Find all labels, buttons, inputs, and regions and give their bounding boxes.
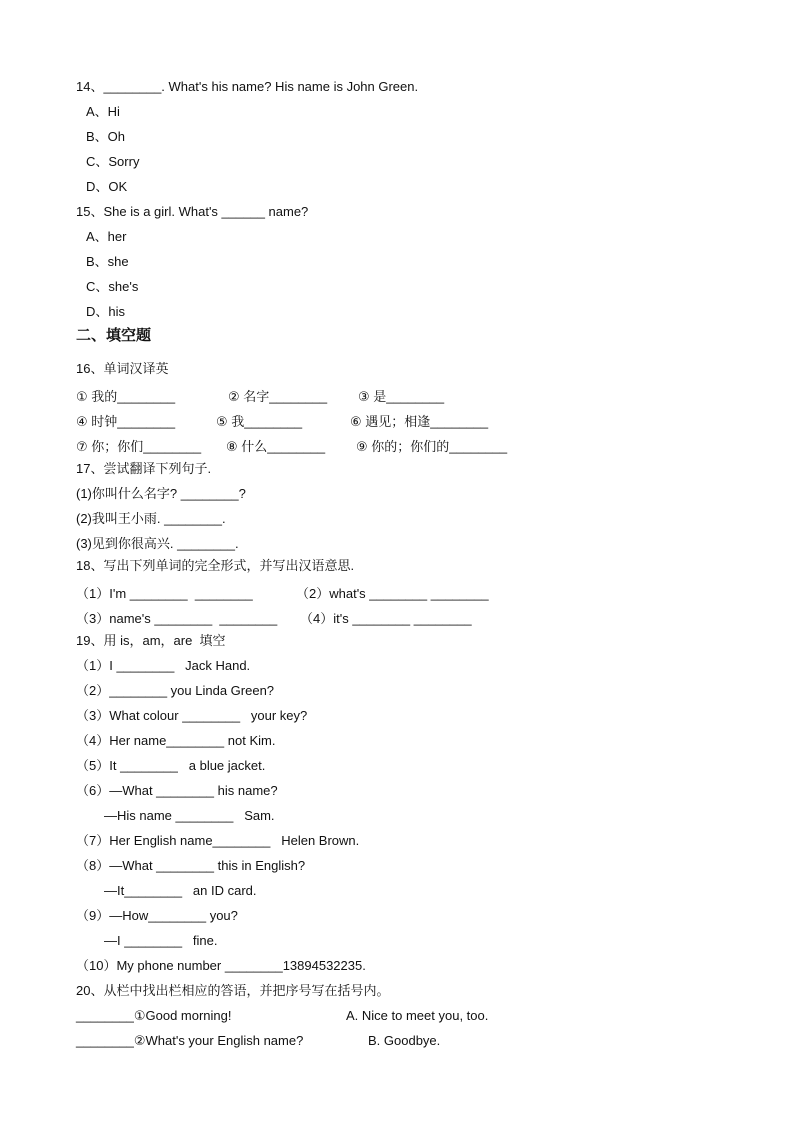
q19-item-10: （10）My phone number ________13894532235. <box>76 958 366 973</box>
q18-item-1: （1）I'm ________ ________ <box>76 586 253 601</box>
q20-item-1: ________①Good morning! <box>76 1008 232 1023</box>
q16-item-5: ⑤ 我________ <box>216 414 303 429</box>
q15-option-a: A、her <box>86 229 127 244</box>
q16-item-6: ⑥ 遇见；相逢________ <box>350 414 489 429</box>
q20-stem: 20、从栏中找出栏相应的答语，并把序号写在括号内。 <box>76 983 390 998</box>
q19-item-6-reply: —His name ________ Sam. <box>104 808 275 823</box>
q20-item-2: ________②What's your English name? <box>76 1033 304 1048</box>
section-title-fill-in: 二、填空题 <box>76 327 152 344</box>
q16-item-2: ② 名字________ <box>228 389 328 404</box>
q19-item-1: （1）I ________ Jack Hand. <box>76 658 251 673</box>
q16-stem: 16、单词汉译英 <box>76 361 169 376</box>
q19-item-4: （4）Her name________ not Kim. <box>76 733 276 748</box>
q14-option-c: C、Sorry <box>86 154 140 169</box>
q17-item-2: (2)我叫王小雨. ________. <box>76 511 226 526</box>
q19-item-2: （2）________ you Linda Green? <box>76 683 275 698</box>
q18-stem: 18、写出下列单词的完全形式，并写出汉语意思. <box>76 558 355 573</box>
q18-item-4: （4）it's ________ ________ <box>300 611 472 626</box>
q17-stem: 17、尝试翻译下列句子. <box>76 461 212 476</box>
q14-option-b: B、Oh <box>86 129 126 144</box>
q19-item-6: （6）—What ________ his name? <box>76 783 278 798</box>
q15-option-c: C、she's <box>86 279 139 294</box>
q17-item-3: (3)见到你很高兴. ________. <box>76 536 239 551</box>
q15-stem: 15、She is a girl. What's ______ name? <box>76 204 309 219</box>
q16-item-9: ⑨ 你的；你们的________ <box>356 439 508 454</box>
q15-option-d: D、his <box>86 304 126 319</box>
q20-answer-a: A. Nice to meet you, too. <box>346 1008 489 1023</box>
q18-item-3: （3）name's ________ ________ <box>76 611 278 626</box>
q19-item-3: （3）What colour ________ your key? <box>76 708 308 723</box>
q19-item-7: （7）Her English name________ Helen Brown. <box>76 833 360 848</box>
q19-item-8-reply: —It________ an ID card. <box>104 883 257 898</box>
q17-item-1: (1)你叫什么名字? ________? <box>76 486 246 501</box>
q20-answer-b: B. Goodbye. <box>368 1033 441 1048</box>
q16-item-1: ① 我的________ <box>76 389 176 404</box>
q14-option-a: A、Hi <box>86 104 120 119</box>
q15-option-b: B、she <box>86 254 129 269</box>
q19-stem: 19、用 is，am，are 填空 <box>76 633 226 648</box>
q18-item-2: （2）what's ________ ________ <box>296 586 489 601</box>
q19-item-9: （9）—How________ you? <box>76 908 238 923</box>
q14-option-d: D、OK <box>86 179 128 194</box>
q19-item-9-reply: —I ________ fine. <box>104 933 218 948</box>
q19-item-5: （5）It ________ a blue jacket. <box>76 758 266 773</box>
q19-item-8: （8）—What ________ this in English? <box>76 858 306 873</box>
q16-item-8: ⑧ 什么________ <box>226 439 326 454</box>
q16-item-7: ⑦ 你；你们________ <box>76 439 202 454</box>
q16-item-4: ④ 时钟________ <box>76 414 176 429</box>
q16-item-3: ③ 是________ <box>358 389 445 404</box>
q14-stem: 14、________. What's his name? His name is John Green. <box>76 79 419 94</box>
